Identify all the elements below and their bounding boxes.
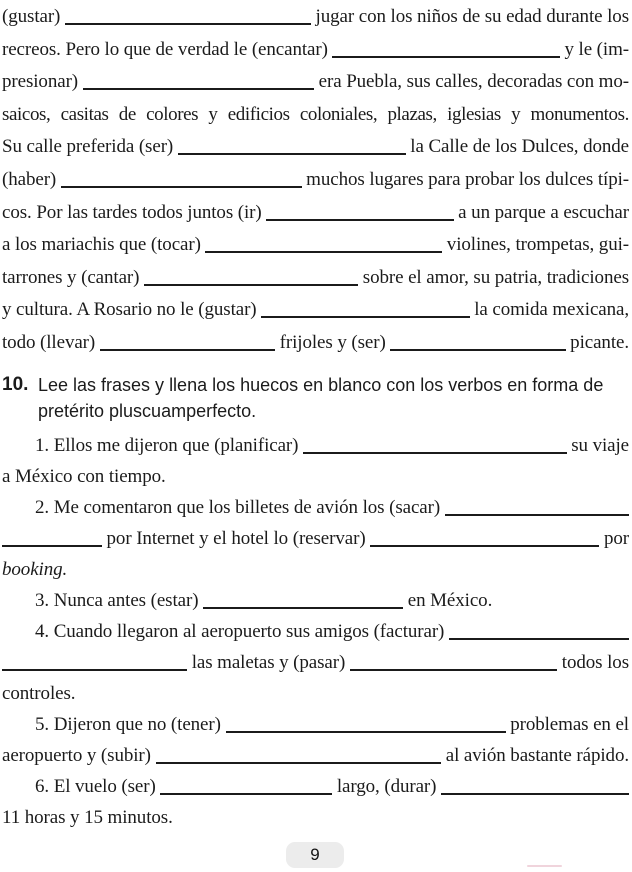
text-line [2,523,629,554]
exercise-instructions [38,372,603,424]
exercise-number: 10. [2,373,29,395]
fill-in-blank [370,545,599,547]
text-segment: era Puebla, sus calles, decoradas con mo- [314,71,629,93]
text-line [2,262,629,295]
fill-in-blank [2,545,102,547]
text-line [2,678,629,709]
text-segment: la Calle de los Dulces, donde [405,136,629,158]
text-segment: todos los [557,651,629,673]
text-segment: 6. El vuelo (ser) [35,775,161,797]
page-number-badge [286,842,344,868]
fill-in-blank [261,316,469,318]
text-line [2,66,629,99]
fill-in-blank [83,88,314,90]
text-segment: las maletas y (pasar) [187,651,350,673]
text-line [2,771,629,802]
fill-in-blank [205,251,442,253]
text-segment: muchos lugares para probar los dulces típi- [301,168,629,190]
text-segment: controles. [2,682,76,704]
text-segment: por [599,527,629,549]
fill-in-blank [61,186,302,188]
text-line [2,647,629,678]
fill-in-blank [100,349,275,351]
text-line [2,430,629,461]
exercise10-heading [2,372,629,424]
text-segment: y cultura. A Rosario no le (gustar) [2,299,262,321]
text-segment: sobre el amor, su patria, tradiciones [358,266,629,288]
text-segment: 1. Ellos me dijeron que (planificar) [35,434,304,456]
text-segment: saicos, casitas de colores y edificios coloniales, plazas, iglesias y monumentos. [2,103,629,125]
text-line [2,294,629,327]
text-segment: frijoles y (ser) [275,331,391,353]
text-segment: cos. Por las tardes todos juntos (ir) [2,201,267,223]
fill-in-blank [445,514,629,516]
text-segment: (haber) [2,168,61,190]
text-line [2,616,629,647]
fill-in-blank [303,452,567,454]
text-segment: largo, (durar) [332,775,442,797]
fill-in-blank [156,762,442,764]
fill-in-blank [266,219,453,221]
text-line [2,802,629,833]
text-segment: problemas en el [505,713,629,735]
pink-underline-mark [527,865,562,867]
text-segment: al avión bastante rápido. [441,744,629,766]
text-segment: jugar con los niños de su edad durante los [310,6,629,27]
text-line [2,554,629,585]
instruction-line: pretérito pluscuamperfecto. [38,400,257,421]
text-segment: a un parque a escuchar [453,201,629,223]
text-line [2,585,629,616]
text-segment: 11 horas y 15 minutos. [2,806,173,828]
text-line [2,709,629,740]
fill-in-blank [332,56,559,58]
text-line [2,1,629,34]
fill-in-blank [390,349,565,351]
text-line [2,327,629,360]
fill-in-blank [449,638,629,640]
fill-in-blank [203,607,403,609]
fill-in-blank [65,23,311,25]
text-segment: 2. Me comentaron que los billetes de avión los (sacar) [35,496,445,518]
text-segment: 3. Nunca antes (estar) [35,589,204,611]
text-segment: booking. [2,558,68,580]
text-segment: violines, trompetas, gui- [442,234,629,256]
text-line [2,461,629,492]
text-segment: todo (llevar) [2,331,100,353]
text-segment: por Internet y el hotel lo (reservar) [101,527,371,549]
text-segment: y le (im- [559,38,629,60]
text-segment: recreos. Pero lo que de verdad le (encantar) [2,38,333,60]
fill-in-blank [178,153,406,155]
exercise9-continuation-paragraph [2,1,629,360]
text-line [2,99,629,132]
text-segment: (gustar) [2,6,65,27]
fill-in-blank [226,731,506,733]
text-line [2,34,629,67]
fill-in-blank [144,284,358,286]
text-segment: la comida mexicana, [469,299,629,321]
fill-in-blank [441,793,629,795]
text-segment: picante. [565,331,629,353]
text-segment: a México con tiempo. [2,465,166,487]
text-segment: a los mariachis que (tocar) [2,234,206,256]
fill-in-blank [350,669,557,671]
fill-in-blank [160,793,332,795]
page-number: 9 [310,845,320,864]
text-line [2,740,629,771]
exercise10-items [2,430,629,833]
text-segment: tarrones y (cantar) [2,266,145,288]
text-segment: presionar) [2,71,83,93]
text-segment: 4. Cuando llegaron al aeropuerto sus amigos (facturar) [35,620,449,642]
text-segment: su viaje [566,434,629,456]
text-segment: Su calle preferida (ser) [2,136,178,158]
text-line [2,164,629,197]
text-line [2,131,629,164]
text-segment: aeropuerto y (subir) [2,744,156,766]
fill-in-blank [2,669,187,671]
instruction-line: Lee las frases y llena los huecos en blanco con los verbos en forma de [38,374,604,395]
text-line [2,492,629,523]
text-segment: en México. [403,589,493,611]
text-line [2,197,629,230]
text-segment: 5. Dijeron que no (tener) [35,713,226,735]
text-line [2,229,629,262]
